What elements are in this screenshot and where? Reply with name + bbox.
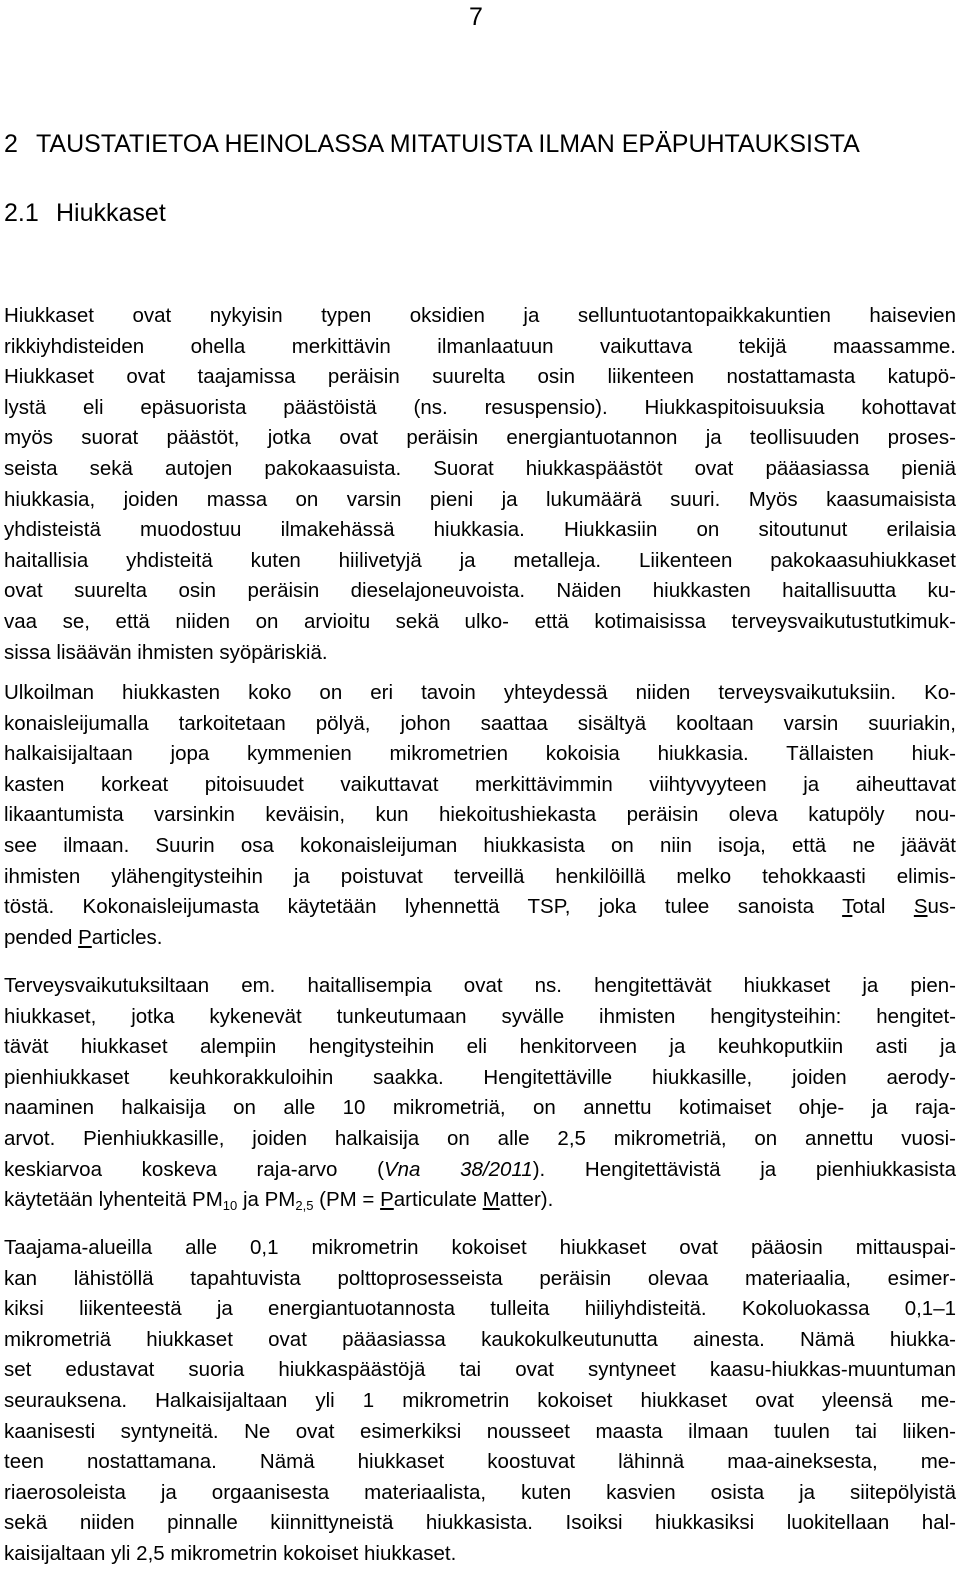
text-line: pended Particles. [4, 925, 163, 949]
text-line: pienhiukkaset keuhkorakkuloihin saakka. Hengitettäville hiukkasille, joiden aerody- [4, 1065, 956, 1089]
text-line: Hiukkaset ovat nykyisin typen oksidien ja selluntuotantopaikkakuntien haisevien [4, 304, 956, 327]
text-line: kaisijaltaan yli 2,5 mikrometrin kokoiset hiukkaset. [4, 1541, 457, 1565]
text-line: ovat suurelta osin peräisin dieselajoneuvoista. Näiden hiukkasten haitallisuutta ku- [4, 579, 956, 603]
text-line: see ilmaan. Suurin osa kokonaisleijuman hiukkasista on niin isoja, että ne jäävät [4, 833, 956, 857]
text-line: lystä eli epäsuorista päästöistä (ns. resuspensio). Hiukkaspitoisuuksia kohottavat [4, 395, 956, 419]
text-line: Taajama-alueilla alle 0,1 mikrometrin kokoiset hiukkaset ovat pääosin mittauspai- [4, 1236, 956, 1259]
underlined-letter: T [842, 895, 853, 919]
text-line: tävät hiukkaset alempiin hengitysteihin eli henkitorveen ja keuhkoputkiin asti ja [4, 1035, 956, 1059]
page-number: 7 [469, 3, 483, 31]
section-heading [4, 198, 166, 228]
text-line: rikkiyhdisteiden ohella merkittävin ilmanlaatuun vaikuttava tekijä maassamme. [4, 334, 956, 358]
text-line: kan lähistöllä tapahtuvista polttoprosesseista peräisin olevaa materiaalia, esimer- [4, 1266, 956, 1290]
underlined-letter: P [78, 925, 92, 949]
text-line: konaisleijumalla tarkoitetaan pölyä, johon saattaa sisältyä kooltaan varsin suuriakin, [4, 711, 956, 735]
section-title: Hiukkaset [56, 199, 166, 227]
text-line: Ulkoilman hiukkasten koko on eri tavoin yhteydessä niiden terveysvaikutuksiin. Ko- [4, 681, 956, 704]
text-line: likaantumista varsinkin keväisin, kun hiekoitushiekasta peräisin oleva katupöly nou- [4, 803, 956, 827]
text-line: Terveysvaikutuksiltaan em. haitallisempia ovat ns. hengitettävät hiukkaset ja pien- [4, 974, 956, 997]
text-line: hiukkaset, jotka kykenevät tunkeutumaan syvälle ihmisten hengitysteihin: hengitet- [4, 1004, 956, 1028]
chapter-number: 2 [4, 130, 18, 158]
text-line: mikrometriä hiukkaset ovat pääasiassa kaukokulkeutunutta ainesta. Nämä hiukka- [4, 1327, 956, 1351]
section-number: 2.1 [4, 199, 39, 227]
text-line: kaanisesti syntyneitä. Ne ovat esimerkiksi nousseet maasta ilmaan tuulen tai liiken- [4, 1419, 956, 1443]
text-line: vaa se, että niiden on arvioitu sekä ulko- että kotimaisissa terveysvaikutustutkimuk- [4, 609, 956, 633]
text-line: teen nostattamana. Nämä hiukkaset koostuvat lähinnä maa-aineksesta, me- [4, 1450, 956, 1474]
chapter-heading [4, 129, 860, 159]
paragraph-3 [4, 971, 956, 1216]
underlined-letter: P [380, 1188, 394, 1212]
text-line: sekä niiden pinnalle kiinnittyneistä hiukkasista. Isoiksi hiukkasiksi luokitellaan hal- [4, 1511, 956, 1535]
text-line: kasten korkeat pitoisuudet vaikuttavat merkittävimmin viihtyvyyteen ja aiheuttavat [4, 772, 956, 796]
text-line: haitallisia yhdisteitä kuten hiilivetyjä ja metalleja. Liikenteen pakokaasuhiukkaset [4, 548, 956, 572]
chapter-title: TAUSTATIETOA HEINOLASSA MITATUISTA ILMAN EPÄPUHTAUKSISTA [36, 130, 860, 158]
text-line: myös suorat päästöt, jotka ovat peräisin energiantuotannon ja teollisuuden proses- [4, 426, 956, 450]
underlined-letter: S [913, 895, 928, 919]
text-line: halkaisijaltaan jopa kymmenien mikrometrien kokoisia hiukkasia. Tällaisten hiuk- [4, 742, 956, 766]
paragraph-1 [4, 301, 956, 668]
text-line: riaerosoleista ja orgaanisesta materiaalista, kuten kasvien osista ja siitepölyistä [4, 1480, 956, 1504]
text-line: kiksi liikenteestä ja energiantuotannosta tulleita hiiliyhdisteitä. Kokoluokassa 0,1–1 [4, 1297, 956, 1321]
text-line: naaminen halkaisija on alle 10 mikrometriä, on annettu kotimaiset ohje- ja raja- [4, 1096, 956, 1120]
text-line: seista sekä autojen pakokaasuista. Suorat hiukkaspäästöt ovat pääasiassa pieniä [4, 456, 956, 480]
text-line: käytetään lyhenteitä $PM_{10}$ ja $PM_{2,5}$ (PM = Particulate Matter). [4, 1188, 554, 1214]
paragraph-4 [4, 1233, 956, 1570]
text-line: sissa lisäävän ihmisten syöpäriskiä. [4, 640, 328, 664]
text-line: arvot. Pienhiukkasille, joiden halkaisija on alle 2,5 mikrometriä, on annettu vuosi- [4, 1126, 956, 1150]
subscript: 2,5 [295, 1198, 314, 1214]
statute-reference: Vna 38/2011 [383, 1157, 533, 1181]
text-line: Hiukkaset ovat taajamissa peräisin suurelta osin liikenteen nostattamasta katupö- [4, 365, 956, 389]
subscript: 10 [222, 1198, 238, 1214]
text-line: keskiarvoa koskeva raja-arvo (Vna 38/2011). Hengitettävistä ja pienhiukkasista [4, 1157, 956, 1181]
text-line: hiukkasia, joiden massa on varsin pieni ja lukumäärä suuri. Myös kaasumaisista [4, 487, 956, 511]
paragraph-2 [4, 678, 956, 953]
text-line: set edustavat suoria hiukkaspäästöjä tai ovat syntyneet kaasu-hiukkas-muuntuman [4, 1358, 956, 1382]
text-line: ihmisten ylähengitysteihin ja poistuvat terveillä henkilöillä melko tehokkaasti elimis- [4, 864, 956, 888]
text-line: seurauksena. Halkaisijaltaan yli 1 mikrometrin kokoiset hiukkaset ovat yleensä me- [4, 1388, 956, 1412]
text-line: yhdisteistä muodostuu ilmakehässä hiukkasia. Hiukkasiin on sitoutunut erilaisia [4, 518, 956, 542]
text-line: töstä. Kokonaisleijumasta käytetään lyhennettä TSP, joka tulee sanoista Total Sus- [4, 895, 957, 919]
underlined-letter: M [482, 1188, 500, 1212]
